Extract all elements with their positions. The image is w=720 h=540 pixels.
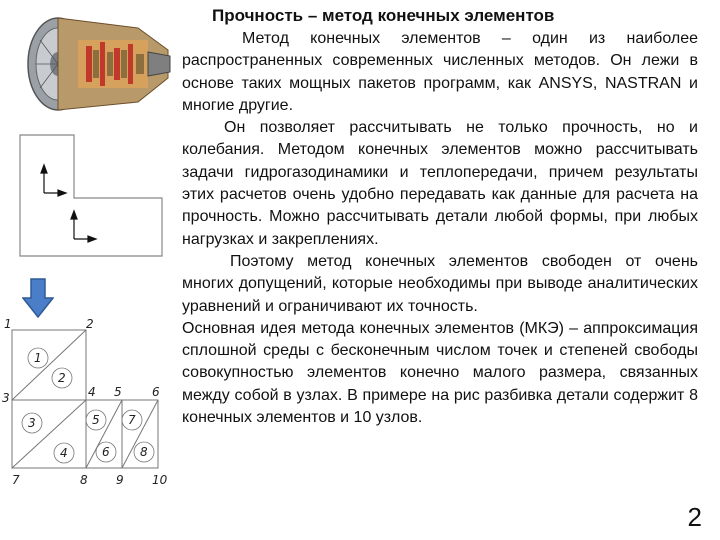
paragraph-4: Основная идея метода конечных элементов (МКЭ) – аппроксимация сплошной среды с бесконечным числом точек и степеней свободы совокупностью элементов конечно малого размера, связанных между собой в узлах. В примере на рис разбивка детали содержит 8 конечных элементов и 10 узлов. [182,319,698,427]
part-outline-drawing [16,133,164,258]
node-label-8: 8 [80,473,88,487]
element-label-5: 5 [92,413,100,427]
paragraph-3: Поэтому метод конечных элементов свободен от очень многих допущений, которые необходимы при выводе аналитических уравнений и ограничивают их точность. [182,252,698,315]
element-label-4: 4 [60,446,68,460]
down-arrow-icon [22,278,54,318]
body-text [182,28,698,429]
node-label-10: 10 [152,473,168,487]
paragraph-2: Он позволяет рассчитывать не только прочность, но и колебания. Методом конечных элементов можно рассчитывать задачи гидрогазодинамики и теплопередачи, причем результаты этих расчетов очень удобно передавать как данные для расчета на прочность. Можно рассчитывать детали любой формы, при любых нагрузках и закреплениях. [182,119,698,248]
node-label-6: 6 [152,385,160,399]
node-label-2: 2 [86,317,94,331]
node-label-4: 4 [88,385,96,399]
illustrations-column [0,0,178,540]
element-label-1: 1 [34,351,42,365]
node-label-5: 5 [114,385,122,399]
node-label-1: 1 [4,317,12,331]
element-label-3: 3 [28,416,36,430]
element-label-6: 6 [102,445,110,459]
element-label-2: 2 [58,371,66,385]
node-label-7: 7 [12,473,20,487]
element-label-7: 7 [128,413,136,427]
slide-title: Прочность – метод конечных элементов [212,6,555,25]
finite-element-mesh [0,316,178,492]
turbine-engine-image [18,10,176,118]
node-label-9: 9 [116,473,124,487]
page-number: 2 [687,502,702,532]
element-label-8: 8 [140,445,148,459]
node-label-3: 3 [2,391,10,405]
paragraph-1: Метод конечных элементов – один из наиболее распространенных современных численных методов. Он лежи в основе таких мощных пакетов программ, как ANSYS, NASTRAN и многие другие. [182,30,698,114]
